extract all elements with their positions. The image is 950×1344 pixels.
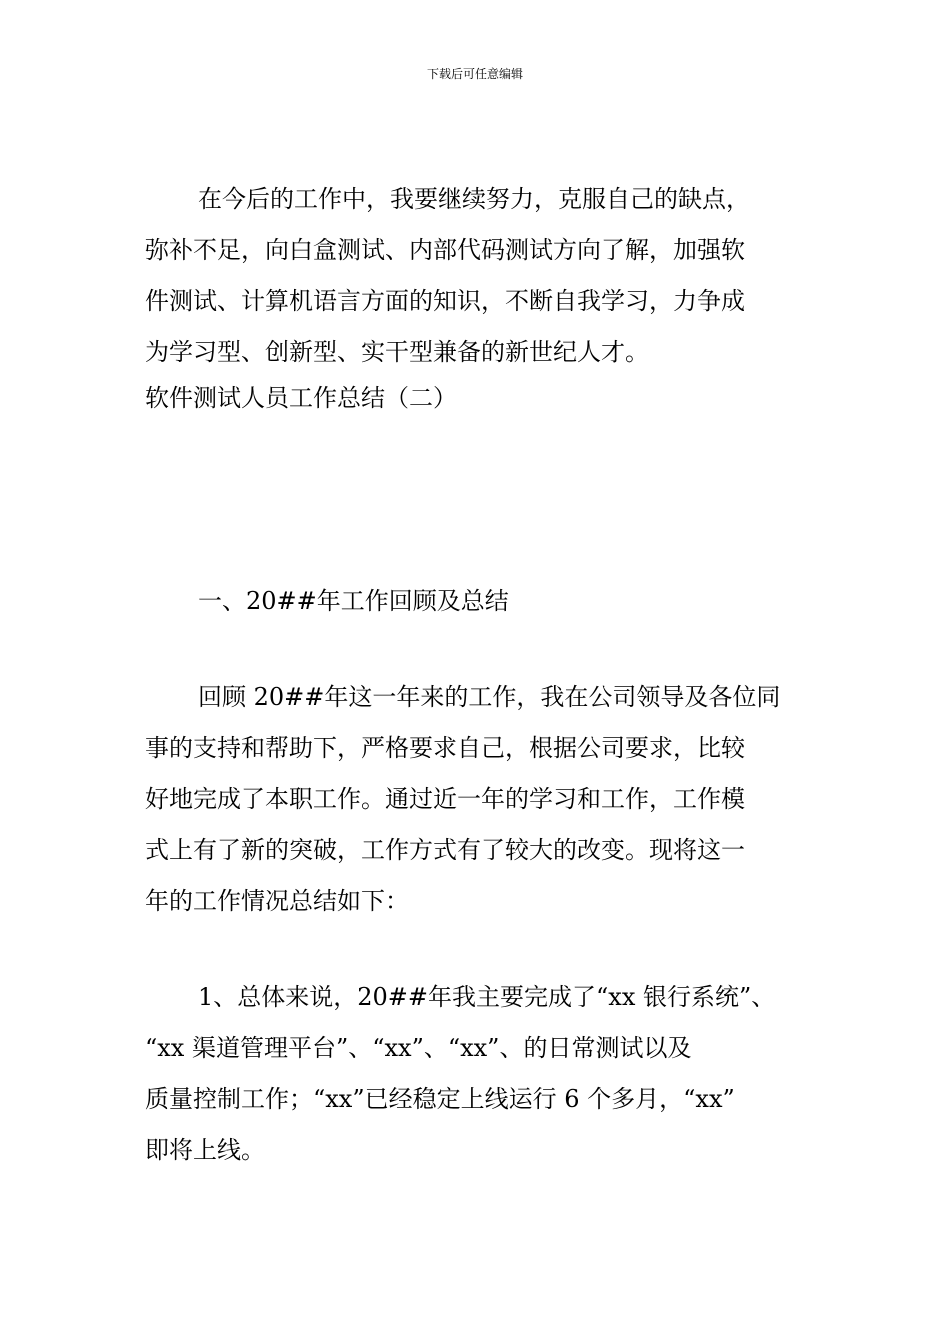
paragraph-line: 在今后的工作中，我要继续努力，克服自己的缺点， — [198, 185, 750, 213]
paragraph-line: 件测试、计算机语言方面的知识，不断自我学习，力争成 — [145, 287, 745, 315]
paragraph-line: “xx 渠道管理平台”、“xx”、“xx”、的日常测试以及 — [145, 1034, 692, 1062]
paragraph-line: 弥补不足，向白盒测试、内部代码测试方向了解，加强软 — [145, 236, 745, 264]
paragraph-line: 回顾 20##年这一年来的工作，我在公司领导及各位同 — [198, 683, 781, 711]
document-title: 软件测试人员工作总结（二） — [145, 384, 457, 412]
paragraph-line: 式上有了新的突破，工作方式有了较大的改变。现将这一 — [145, 836, 745, 864]
paragraph-line: 好地完成了本职工作。通过近一年的学习和工作，工作模 — [145, 785, 745, 813]
section-heading: 一、20##年工作回顾及总结 — [198, 587, 509, 615]
paragraph-line: 事的支持和帮助下，严格要求自己，根据公司要求，比较 — [145, 734, 745, 762]
paragraph-line: 即将上线。 — [145, 1136, 265, 1164]
paragraph-line: 1、总体来说，20##年我主要完成了“xx 银行系统”、 — [198, 983, 776, 1011]
paragraph-line: 年的工作情况总结如下： — [145, 887, 409, 915]
paragraph-line: 为学习型、创新型、实干型兼备的新世纪人才。 — [145, 338, 649, 366]
paragraph-line: 质量控制工作；“xx”已经稳定上线运行 6 个多月，“xx” — [145, 1085, 735, 1113]
page-header: 下载后可任意编辑 — [426, 67, 523, 81]
